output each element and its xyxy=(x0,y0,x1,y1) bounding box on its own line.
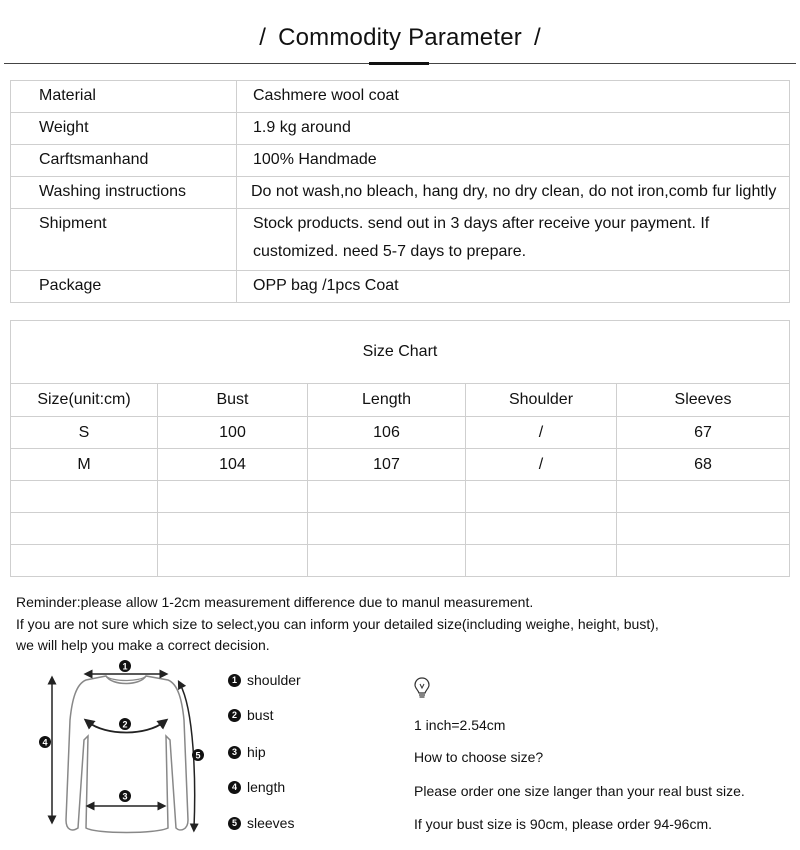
parameter-value: OPP bag /1pcs Coat xyxy=(237,271,790,303)
parameter-key: Washing instructions xyxy=(11,177,237,209)
measure-marker-2 xyxy=(119,718,131,730)
parameter-key: Shipment xyxy=(11,209,237,271)
title-slash-left: / xyxy=(259,24,267,51)
table-cell: 68 xyxy=(617,449,790,481)
shipment-line-1: Stock products. send out in 3 days after receive your payment. If xyxy=(253,215,710,232)
page-title xyxy=(0,24,800,52)
reminder-line: we will help you make a correct decision. xyxy=(16,637,270,653)
tip-line: Please order one size langer than your real bust size. xyxy=(414,783,745,799)
parameter-row xyxy=(11,113,790,145)
title-underline xyxy=(369,62,429,65)
parameter-key: Package xyxy=(11,271,237,303)
parameter-value: Do not wash,no bleach, hang dry, no dry clean, do not iron,comb fur lightly xyxy=(237,177,790,209)
sweater-outline-icon xyxy=(36,660,216,845)
parameter-row xyxy=(11,81,790,113)
measure-marker-3 xyxy=(119,790,131,802)
parameter-value: 100% Handmade xyxy=(237,145,790,177)
tip-line: If your bust size is 90cm, please order 94-96cm. xyxy=(414,816,713,832)
table-cell: 100 xyxy=(158,417,308,449)
column-header: Shoulder xyxy=(466,384,617,417)
parameter-value: 1.9 kg around xyxy=(237,113,790,145)
table-row xyxy=(11,417,790,449)
title-slash-right: / xyxy=(533,24,541,51)
parameter-row xyxy=(11,177,790,209)
legend-item: 1 shoulder xyxy=(228,672,301,688)
reminder-line: If you are not sure which size to select,you can inform your detailed size(including weighe, height, bust), xyxy=(16,615,659,632)
svg-text:4: 4 xyxy=(42,737,48,748)
legend-item: 5 sleeves xyxy=(228,815,294,831)
column-header: Bust xyxy=(158,384,308,417)
tip-line: 1 inch=2.54cm xyxy=(414,717,506,733)
parameter-row xyxy=(11,271,790,303)
size-chart-table xyxy=(10,320,790,577)
table-row-empty xyxy=(11,545,790,577)
table-row xyxy=(11,449,790,481)
reminder-notes xyxy=(16,592,659,657)
reminder-line: Reminder:please allow 1-2cm measurement difference due to manul measurement. xyxy=(16,594,534,610)
title-text: Commodity Parameter xyxy=(278,24,522,51)
lightbulb-icon xyxy=(414,676,430,702)
table-row-empty xyxy=(11,481,790,513)
table-cell: M xyxy=(11,449,158,481)
size-chart-header xyxy=(11,384,790,417)
svg-text:5: 5 xyxy=(195,750,201,761)
table-cell: 104 xyxy=(158,449,308,481)
parameter-key: Material xyxy=(11,81,237,113)
legend-item: 3 hip xyxy=(228,744,266,760)
table-cell: / xyxy=(466,417,617,449)
size-chart-caption: Size Chart xyxy=(11,321,790,384)
table-cell: 106 xyxy=(308,417,466,449)
parameter-value: Cashmere wool coat xyxy=(237,81,790,113)
svg-text:3: 3 xyxy=(122,791,128,802)
tip-line: How to choose size? xyxy=(414,749,544,765)
table-cell: 107 xyxy=(308,449,466,481)
table-row-empty xyxy=(11,513,790,545)
table-cell: S xyxy=(11,417,158,449)
legend-item: 4 length xyxy=(228,779,285,795)
parameter-key: Weight xyxy=(11,113,237,145)
measure-marker-1 xyxy=(119,660,131,672)
svg-text:2: 2 xyxy=(122,719,128,730)
parameter-value xyxy=(237,209,790,271)
parameter-key: Carftsmanhand xyxy=(11,145,237,177)
shipment-line-2: customized. need 5-7 days to prepare. xyxy=(253,243,527,260)
table-cell: 67 xyxy=(617,417,790,449)
parameter-row xyxy=(11,209,790,271)
measure-marker-5 xyxy=(192,749,204,761)
table-cell: / xyxy=(466,449,617,481)
column-header: Length xyxy=(308,384,466,417)
measure-marker-4 xyxy=(39,736,51,748)
column-header: Sleeves xyxy=(617,384,790,417)
parameter-row xyxy=(11,145,790,177)
parameter-table xyxy=(10,80,790,303)
garment-measurement-diagram xyxy=(36,660,216,845)
svg-text:1: 1 xyxy=(122,661,128,672)
column-header: Size(unit:cm) xyxy=(11,384,158,417)
legend-item: 2 bust xyxy=(228,707,273,723)
